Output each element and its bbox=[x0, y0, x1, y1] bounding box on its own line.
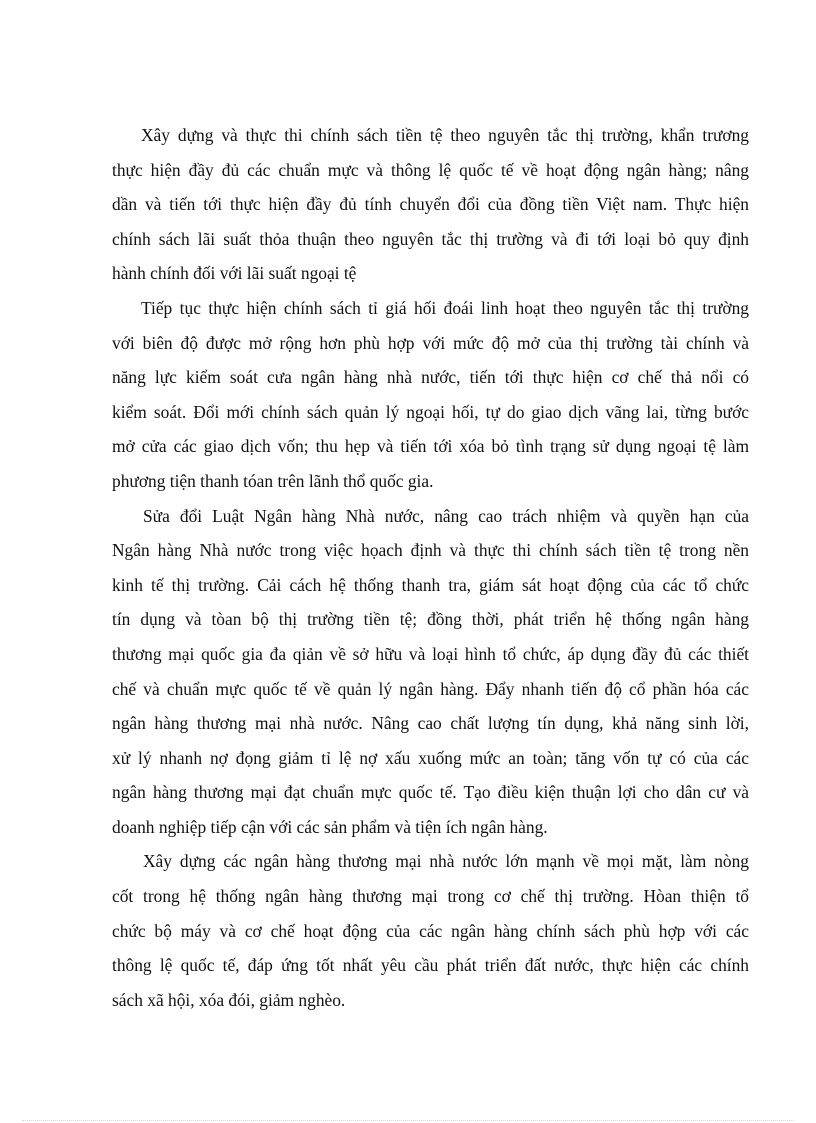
text-line: Ngân hàng Nhà nước trong việc họach định và thực thi chính sách tiền tệ trong nền bbox=[112, 540, 749, 561]
text-line: ngân hàng thương mại nhà nước. Nâng cao chất lượng tín dụng, khả năng sinh lời, bbox=[112, 713, 749, 734]
text-line: thông lệ quốc tế, đáp ứng tốt nhất yêu cầu phát triển đất nước, thực hiện các chính bbox=[112, 955, 749, 976]
text-line: Xây dựng và thực thi chính sách tiền tệ theo nguyên tắc thị trường, khẩn trương bbox=[141, 125, 749, 145]
text-line: mở cửa các giao dịch vốn; thu hẹp và tiến tới xóa bỏ tình trạng sử dụng ngoại tệ làm bbox=[112, 436, 749, 457]
text-line: cốt trong hệ thống ngân hàng thương mại trong cơ chế thị trường. Hòan thiện tổ bbox=[112, 886, 749, 907]
text-line: tín dụng và tòan bộ thị trường tiền tệ; đồng thời, phát triển hệ thống ngân hàng bbox=[112, 609, 749, 630]
document-page bbox=[112, 118, 749, 1017]
text-line: chế và chuẩn mực quốc tế về quản lý ngân hàng. Đẩy nhanh tiến độ cổ phần hóa các bbox=[112, 678, 749, 699]
paragraph-state-banks bbox=[112, 844, 749, 1017]
text-line: sách xã hội, xóa đói, giảm nghèo. bbox=[112, 989, 346, 1010]
text-line: với biên độ được mở rộng hơn phù hợp với mức độ mở của thị trường tài chính và bbox=[112, 332, 749, 353]
text-line: Tiếp tục thực hiện chính sách tỉ giá hối đoái linh hoạt theo nguyên tắc thị trường bbox=[141, 297, 749, 318]
paragraph-monetary-policy bbox=[112, 118, 749, 291]
text-line: thương mại quốc gia đa qiản về sở hữu và loại hình tổ chức, áp dụng đầy đủ các thiết bbox=[112, 643, 749, 664]
text-line: xử lý nhanh nợ đọng giảm tỉ lệ nợ xấu xuống mức an toàn; tăng vốn tự có của các bbox=[112, 747, 749, 768]
text-line: doanh nghiệp tiếp cận với các sản phẩm và tiện ích ngân hàng. bbox=[112, 816, 548, 837]
text-line: Sửa đổi Luật Ngân hàng Nhà nước, nâng cao trách nhiệm và quyền hạn của bbox=[143, 505, 749, 526]
text-line: chính sách lãi suất thỏa thuận theo nguyên tắc thị trường và đi tới loại bỏ quy định bbox=[112, 228, 749, 249]
text-line: kiểm soát. Đổi mới chính sách quản lý ngoại hối, tự do giao dịch vãng lai, từng bước bbox=[112, 401, 749, 422]
page-bottom-border bbox=[22, 1120, 794, 1121]
text-line: Xây dựng các ngân hàng thương mại nhà nước lớn mạnh về mọi mặt, làm nòng bbox=[143, 851, 749, 872]
text-line: chức bộ máy và cơ chế hoạt động của các ngân hàng chính sách phù hợp với các bbox=[112, 920, 749, 941]
paragraph-exchange-rate bbox=[112, 291, 749, 499]
text-line: thực hiện đầy đủ các chuẩn mực và thông lệ quốc tế về hoạt động ngân hàng; nâng bbox=[112, 159, 749, 180]
text-line: phương tiện thanh tóan trên lãnh thổ quốc gia. bbox=[112, 470, 434, 491]
text-line: ngân hàng thương mại đạt chuẩn mực quốc tế. Tạo điều kiện thuận lợi cho dân cư và bbox=[112, 782, 749, 803]
text-line: dần và tiến tới thực hiện đầy đủ tính chuyển đổi của đồng tiền Việt nam. Thực hiện bbox=[112, 194, 749, 215]
paragraph-banking-law bbox=[112, 499, 749, 845]
text-line: năng lực kiểm soát cưa ngân hàng nhà nước, tiến tới thực hiện cơ chế thả nổi có bbox=[112, 367, 749, 388]
text-line: hành chính đối với lãi suất ngoại tệ bbox=[112, 263, 357, 284]
text-line: kinh tế thị trường. Cải cách hệ thống thanh tra, giám sát hoạt động của các tổ chức bbox=[112, 574, 749, 595]
